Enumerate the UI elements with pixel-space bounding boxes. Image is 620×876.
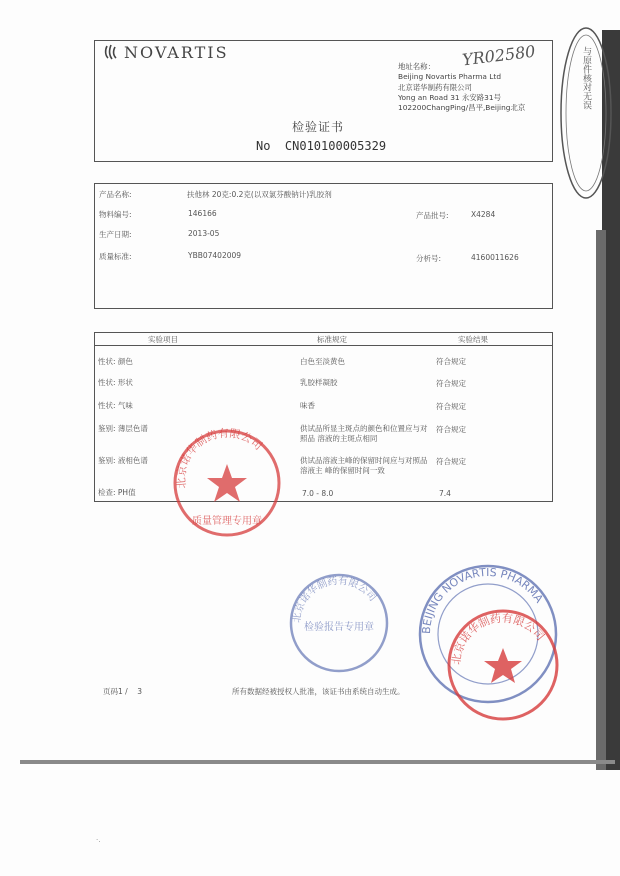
production-date-label: 生产日期: [99,230,132,239]
test-result: 7.4 [439,489,451,498]
test-result: 符合规定 [436,357,466,366]
test-result: 符合规定 [436,402,466,411]
page-label: 页码1 / [103,687,128,696]
test-spec: 乳胶样凝胶 [300,378,338,387]
address-line: 北京诺华制药有限公司 [398,82,472,92]
table-header-divider [94,345,553,346]
test-item: 检查: PH值 [98,488,136,497]
test-spec: 7.0 - 8.0 [302,489,334,498]
quality-management-seal [168,424,286,542]
analysis-no-value: 4160011626 [471,253,519,262]
test-item: 性状: 颜色 [98,357,133,366]
production-date-value: 2013-05 [188,229,220,238]
company-seal-ring-text: 北京诺华制药有限公司 [449,611,547,666]
col-header-result: 实验结果 [458,335,488,344]
quality-standard-label: 质量标准: [99,252,132,261]
footer-notice: 所有数据经被授权人批准，该证书由系统自动生成。 [232,687,405,696]
test-result: 符合规定 [436,457,466,466]
test-spec: 供试品所显主斑点的颜色和位置应与对照品 溶液的主斑点相同 [300,424,428,443]
address-line: 102200ChangPing/昌平,Beijing北京 [398,103,526,113]
number-value: CN010100005329 [284,139,387,153]
page-total: 3 [137,687,143,696]
address-line: 地址名称： [398,62,435,71]
test-item: 鉴别: 液相色谱 [98,456,148,465]
test-item: 性状: 气味 [98,401,133,410]
test-spec: 白色至淡黄色 [300,357,345,366]
batch-no-label: 产品批号: [416,211,449,220]
page-indicator [103,686,142,697]
novartis-logo [104,43,229,62]
inspection-report-seal [284,568,394,678]
dept-seal-ring-text: 北京诺华制药有限公司 [291,575,379,624]
address-line: Yong an Road 31 永安路31号 [398,92,501,102]
scan-bottom-edge [20,760,615,764]
seal-bottom-text: 质量管理专用章 [192,516,262,527]
document-title: 检验证书 [292,120,345,134]
dept-seal-text: 检验报告专用章 [304,622,374,633]
scan-edge-shadow-inner [596,230,606,770]
quality-standard-value: YBB07402009 [188,251,242,260]
test-item: 鉴别: 薄层色谱 [98,424,148,433]
side-stamp-text: 与原件核对无误 [581,46,591,110]
test-result: 符合规定 [436,425,466,434]
seal-star-icon [207,464,247,502]
company-name: NOVARTIS [124,43,229,62]
side-oval-stamp [556,18,616,218]
number-label: No [256,139,271,153]
product-name-label: 产品名称: [99,190,132,199]
product-name-value: 扶他林 20克:0.2克(以双氯芬酸钠计)乳胶剂 [187,190,332,199]
material-no-value: 146166 [188,209,217,218]
col-header-item: 实验项目 [148,335,178,344]
handwritten-reference: YR02580 [461,41,537,70]
company-address [398,62,525,113]
material-no-label: 物料编号: [99,210,132,219]
product-info-box [94,183,553,309]
novartis-seal-text: BEIJING NOVARTIS PHARMA [419,565,546,635]
company-seal-star-icon [484,648,522,683]
novartis-logo-icon [104,44,118,60]
certificate-number [256,139,386,153]
test-item: 性状: 形状 [98,378,133,387]
address-line: Beijing Novartis Pharma Ltd [398,72,502,82]
seal-ring-text: 北京诺华制药有限公司 [174,426,265,490]
batch-no-value: X4284 [471,210,496,219]
scan-speck: ·. [96,836,101,844]
col-header-spec: 标准规定 [317,335,347,344]
company-red-seal [444,606,562,724]
test-result: 符合规定 [436,379,466,388]
svg-text:北京诺华制药有限公司 [291,574,379,624]
analysis-no-label: 分析号: [416,254,442,263]
test-spec: 味香 [300,401,315,410]
test-spec: 供试品溶液主峰的保留时间应与对照品溶液主 峰的保留时间一致 [300,456,428,475]
